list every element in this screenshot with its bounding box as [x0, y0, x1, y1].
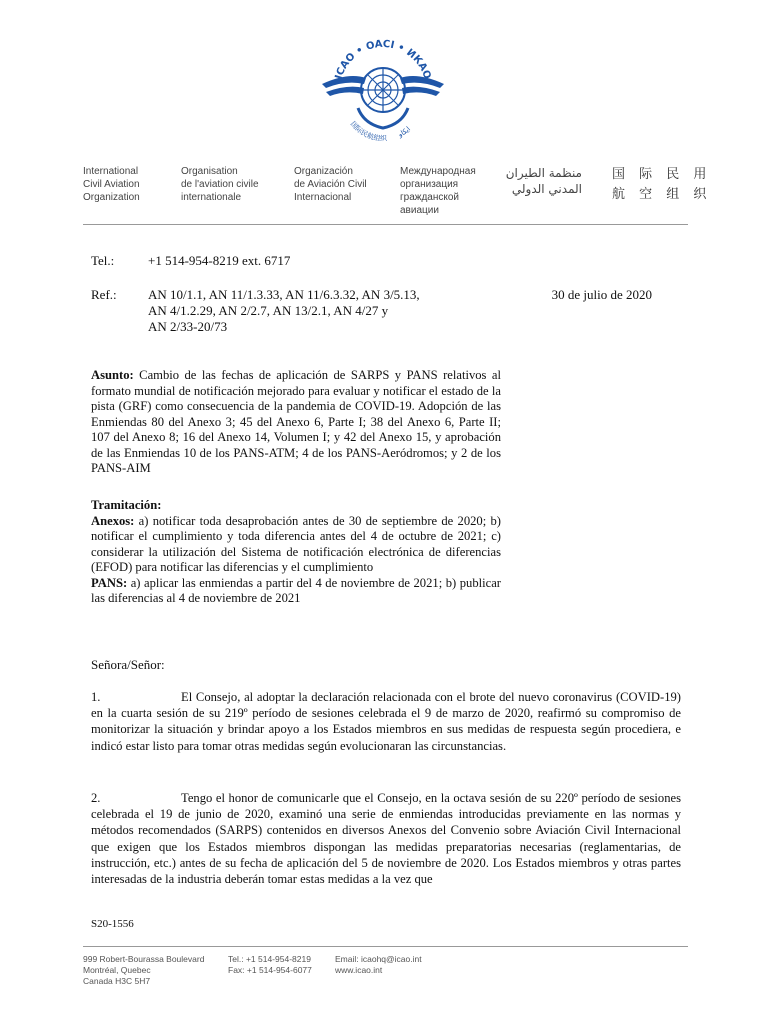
footer-phone: Tel.: +1 514-954-8219 Fax: +1 514-954-6077 — [228, 954, 312, 975]
tel-value: +1 514-954-8219 ext. 6717 — [148, 253, 291, 268]
body-paragraph-2 — [91, 790, 681, 887]
annexes-text: a) notificar toda desaprobación antes de 30 de septiembre de 2020; b) notificar el cumplimiento y toda diferencia antes del 4 de octubre de 2021; c) considerar la utilización del Sistema de notificación electrónica de diferencias (EFOD) para notificar las diferencias y el cumplimiento — [91, 513, 501, 574]
header-divider — [83, 224, 688, 225]
footer-divider — [83, 946, 688, 947]
icao-emblem-logo — [318, 28, 448, 148]
emblem-text: ICAO • OACI • ИКАО — [333, 38, 433, 81]
tel-label: Tel.: — [91, 253, 115, 268]
salutation: Señora/Señor: — [91, 657, 165, 672]
emblem-chinese: 国际民航组织 — [348, 119, 388, 143]
subject-text: Cambio de las fechas de aplicación de SARPS y PANS relativos al formato mundial de notificación mejorado para evaluar y notificar el estado de la pista (GRF) como consecuencia de la pandemia de COVID-19. Adopción de las Enmiendas 80 del Anexo 3; 45 del Anexo 6, Parte I; 38 del Anexo 6, Parte II; 107 del Anexo 8; 16 del Anexo 14, Volumen I; y 42 del Anexo 15, y aprobación de las Enmiendas 10 de los PANS-ATM; 4 de los PANS-Aeródromos; y 2 de los PANS-AIM — [91, 368, 501, 475]
pans-text: a) aplicar las enmiendas a partir del 4 de noviembre de 2021; b) publicar las diferencias al 4 de noviembre de 2021 — [91, 575, 501, 605]
paragraph-text: El Consejo, al adoptar la declaración relacionada con el brote del nuevo coronavirus (COVID-19) en la cuarta sesión de su 219º período de sesiones celebrada el 9 de marzo de 2020, reafirmó su compromiso de monitorizar la situación y brindar apoyo a los Estados miembros en sus medidas de respuesta según procediera, e indicó estar listo para tomar otras medidas según evolucionaran las circunstancias. — [91, 690, 681, 753]
org-name-russian: Международная организация гражданской авиации — [400, 166, 476, 216]
paragraph-text: Tengo el honor de comunicarle que el Consejo, en la octava sesión de su 220º período de sesiones celebrada el 19 de junio de 2020, examinó una serie de enmiendas introducidas previamente en las normas y métodos recomendados (SARPS) contenidos en diversos Anexos del Convenio sobre Aviación Civil Internacional que exigen que los Estados miembros dispongan las medidas preparatorias necesarias (reglamentarias, de instrucción, etc.) antes de su fecha de aplicación del 5 de noviembre de 2020. Los Estados miembros y otras partes interesadas de la industria deberán tomar estas medidas a la vez que — [91, 791, 681, 887]
ref-values: AN 10/1.1, AN 11/1.3.33, AN 11/6.3.32, AN 3/5.13, AN 4/1.2.29, AN 2/2.7, AN 13/2.1, AN 4/27 y AN 2/33-20/73 — [148, 287, 420, 334]
paragraph-number: 2. — [91, 791, 101, 805]
body-paragraph-1 — [91, 689, 681, 754]
document-code: S20-1556 — [91, 918, 134, 930]
annexes-label: Anexos: — [91, 513, 135, 528]
org-name-french: Organisation de l'aviation civile internationale — [181, 166, 259, 203]
subject-block — [91, 368, 501, 477]
org-name-chinese: 国 际 民 用 航 空 组 织 — [612, 167, 712, 202]
org-name-spanish: Organización de Aviación Civil Internacional — [294, 166, 367, 203]
org-name-arabic: منظمة الطيران المدني الدولي — [505, 166, 582, 196]
paragraph-number: 1. — [91, 690, 101, 704]
action-block — [91, 498, 501, 607]
ref-label: Ref.: — [91, 287, 117, 302]
subject-label: Asunto: — [91, 368, 134, 382]
footer-address: 999 Robert-Bourassa Boulevard Montréal, Quebec Canada H3C 5H7 — [83, 954, 205, 986]
organization-names — [0, 165, 770, 225]
pans-label: PANS: — [91, 575, 128, 590]
letter-date: 30 de julio de 2020 — [551, 287, 652, 302]
svg-text:ايكاو — [396, 125, 412, 139]
footer-web: Email: icaohq@icao.int www.icao.int — [335, 954, 422, 975]
action-title: Tramitación: — [91, 498, 162, 512]
emblem-arabic: ايكاو — [396, 125, 413, 139]
org-name-english: International Civil Aviation Organization — [83, 166, 140, 203]
